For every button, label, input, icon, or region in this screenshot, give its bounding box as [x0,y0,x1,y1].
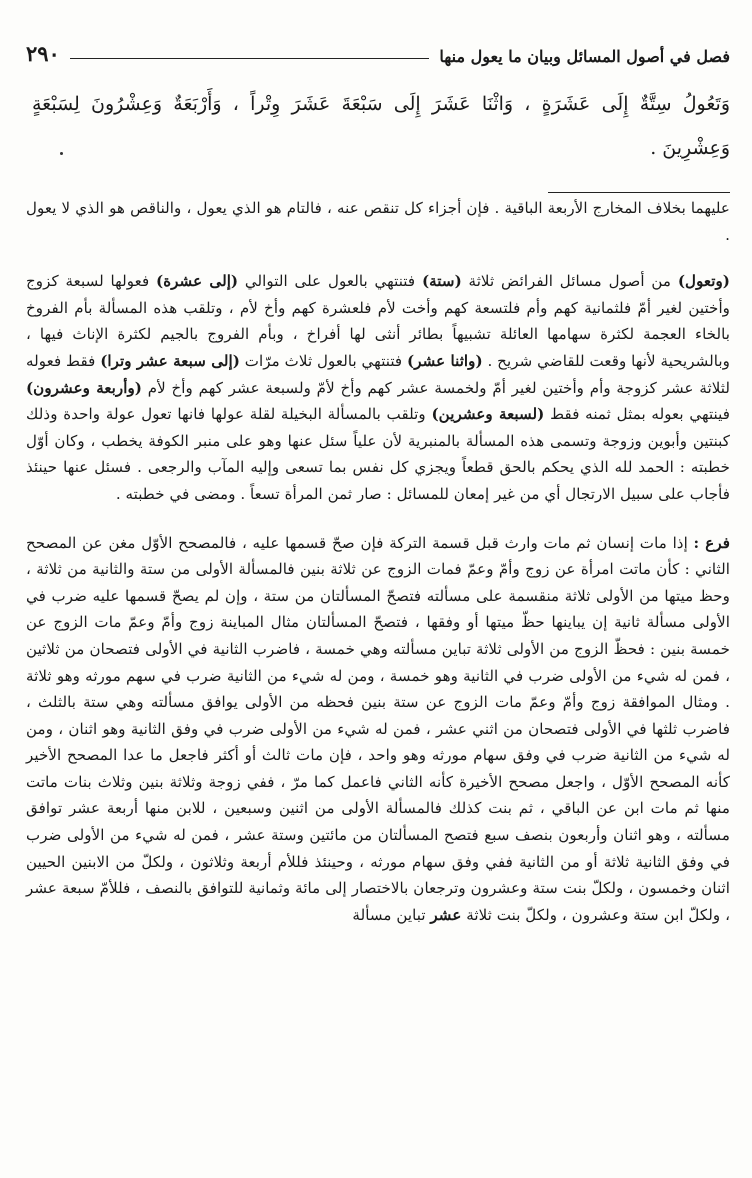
text-run: وتلقب بالمسألة البخيلة لقلة عولها فانها تعول عولة واحدة وذلك كبنتين وأبوين وزوجة وتسمى هذه المسألة بالمنبرية لأن علياً سئل عنها وهو على منبر الكوفة يخطب ، وكان أوّل خطبته : الحمد لله الذي يحكم بالحق قطعاً ويجزي كل نفس بما تسعى وإليه المآب والرجعى . فسئل عنها حينئذ فأجاب على سبيل الارتجال أي من غير إمعان للمسائل : صار ثمن المرأة تسعاً . ومضى في خطبته . [26,405,730,503]
bold-keyword: (إلى سبعة عشر وترا) [100,351,240,370]
text-run: عليهما بخلاف المخارج الأربعة الباقية . فإن أجزاء كل تنقص عنه ، فالتام هو الذي يعول ، والناقص هو الذي لا يعول . [26,199,730,244]
footnote-divider [548,192,730,193]
bold-keyword: (إلى عشرة) [156,272,239,291]
header-rule [70,58,430,59]
bold-keyword: فرع : [693,533,730,552]
text-run: فينتهي بعوله بمثل ثمنه فقط [544,405,730,424]
bold-keyword: (وتعول) [677,272,730,291]
page-header [26,26,730,66]
bold-keyword: (واثنا عشر) [407,351,483,370]
running-title: فصل في أصول المسائل وبيان ما يعول منها [439,47,730,66]
text-run: فعولها لسبعة كزوج وأختين لغير أمّ فلثمانية كهم وأم فلتسعة كهم وأخت لأم فلعشرة كهم وأخ لأم ، وتلقب هذه المسألة بأم الفروخ بالخاء العجمة لكثرة سهامها العائلة تشبيهاً بطائر أنثى لها أفراخ ، وبأم الفروج بالجيم لكثرة الإناث فيها ، وبالشريحية لأنها وقعت للقاضي شريح . [26,272,730,370]
commentary-paragraph-1 [26,195,730,248]
bold-keyword: (ستة) [421,272,462,291]
bold-keyword: (وأربعة وعشرون) [26,378,142,397]
commentary-paragraph-3 [26,530,730,929]
commentary-paragraph-2 [26,268,730,507]
ornament-dot [60,152,63,155]
bold-keyword: (لسبعة وعشرين) [431,405,545,424]
bold-keyword: عشر [430,905,462,924]
matn-verse: وَتَعُولُ سِتَّةٌ إِلَى عَشَرَةٍ ، وَاثْنَا عَشَرَ إِلَى سَبْعَةَ عَشَرَ وِتْراً ، وَأَرْبَعَةٌ وَعِشْرُونَ لِسَبْعَةٍ وَعِشْرِينَ . [32,93,730,159]
text-run: فتنتهي بالعول ثلاث مرّات [239,351,408,370]
text-run: فتنتهي بالعول على التوالي [238,272,422,291]
page-number: ٢٩٠ [26,41,60,66]
text-run: إذا مات إنسان ثم مات وارث قبل قسمة التركة فإن صحّ قسمها عليه ، فالمصحح الأوّل مغن عن المصحح الثاني : كأن ماتت امرأة عن زوج وأمّ وعمّ فمات الزوج عن ثلاثة بنين فالمسألة الأولى من ستة والثانية من ثلاثة ، وحظ ميتها من الأولى ثلاثة منقسمة على مسألته فتصحّ المسألتان من ستة ، وإن لم يصحّ قسمها عليه ضرب في الأولى مسألة ثانية إن يباينها حظّ ميتها أو وفقها ، فتصحّ المسألتان مثال المباينة زوج وأمّ وعمّ مات الزوج عن خمسة بنين : فحظّ الزوج من الأولى ثلاثة تباين مسألته وهي خمسة ، فاضرب الثانية في الأولى فتصحان من ثلاثين ، فمن له شيء من الأولى ضرب في الثانية وهو خمسة ، ومن له شيء من الثانية ضرب في سهم مورثه وهو ثلاثة . ومثال الموافقة زوج وأمّ وعمّ مات الزوج عن ستة بنين فحظه من الأولى يوافق مسألته وهي ستة بالثلث ، فاضرب ثلثها في الأولى فتصحان من اثني عشر ، فمن له شيء من الأولى ضرب في وفق الثانية وهو اثنان ، ومن له شيء من الثانية ضرب في وفق سهام مورثه وهو واحد ، فإن مات ثالث أو أكثر فاجعل ما عدا المصحح الأخير كأنه المصحح الأوّل ، واجعل مصحح الأخيرة كأنه الثاني فاعمل كما مرّ ، ففي زوجة وثلاثة بنين وثلاث بنات ماتت منها ثم مات ابن عن الباقي ، ثم بنت كذلك فالمسألة الأولى من اثنين وسبعين ، للابن منها أربعة عشر توافق مسألته ، وهو اثنان وأربعون بنصف سبع فتصح المسألتان من مائتين وستة عشر ، فمن له شيء من الأولى ضرب في وفق الثانية ثلاثة أو من الثانية ففي وفق سهام مورثه ، وحينئذ فللأم أربعة وثلاثون ، ولكلّ من الابنين الحيين اثنان وخمسون ، ولكلّ بنت ستة وعشرون وترجعان بالاختصار إلى مائة وثمانية للتوافق بالنصف ، فللأمّ سبعة عشر ، ولكلّ ابن ستة وعشرون ، ولكلّ بنت ثلاثة [26,533,730,924]
text-run: تباين مسألة [352,905,431,924]
text-run: من أصول مسائل الفرائض ثلاثة [461,272,678,291]
text-run: فقط فعوله لثلاثة عشر كزوجة وأم وأختين لغير أمّ ولخمسة عشر كهم وأخ لأمّ ولسبعة عشر كهم وأخ لأم [26,351,730,397]
